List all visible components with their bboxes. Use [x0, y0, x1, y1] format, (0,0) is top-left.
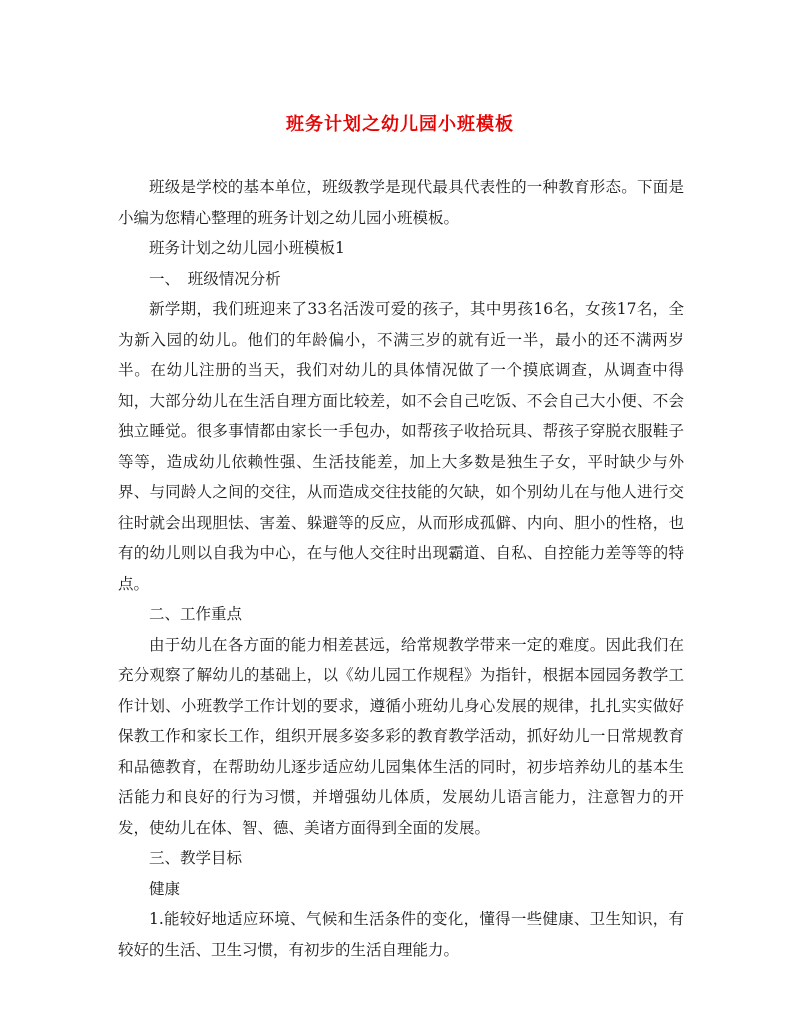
- document-body: [118, 172, 684, 965]
- section-heading-work-focus: 二、工作重点: [149, 605, 243, 623]
- class-analysis-paragraph: 新学期，我们班迎来了33名活泼可爱的孩子，其中男孩16名，女孩17名，全为新入园的幼儿。他们的年龄偏小，不满三岁的就有近一半，最小的还不满两岁半。在幼儿注册的当天，我们对幼儿的具体情况做了一个摸底调查，从调查中得知，大部分幼儿在生活自理方面比较差，如不会自己吃饭、不会自己大小便、不会独立睡觉。很多事情都由家长一手包办，如帮孩子收拾玩具、帮孩子穿脱衣服鞋子等等，造成幼儿依赖性强、生活技能差，加上大多数是独生子女，平时缺少与外界、与同龄人之间的交往，从而造成交往技能的欠缺，如个别幼儿在与他人进行交往时就会出现胆怯、害羞、躲避等的反应，从而形成孤僻、内向、胆小的性格，也有的幼儿则以自我为中心，在与他人交往时出现霸道、自私、自控能力差等等的特点。: [118, 300, 684, 593]
- section-heading-teaching-goals: 三、教学目标: [149, 849, 243, 867]
- section-heading-template-1: 班务计划之幼儿园小班模板1: [149, 239, 345, 257]
- health-goal-paragraph: 1.能较好地适应环境、气候和生活条件的变化，懂得一些健康、卫生知识，有较好的生活、卫生习惯，有初步的生活自理能力。: [118, 910, 684, 959]
- subheading-health: 健康: [149, 879, 181, 898]
- document-title: 班务计划之幼儿园小班模板: [286, 114, 514, 135]
- intro-paragraph: 班级是学校的基本单位，班级教学是现代最具代表性的一种教育形态。下面是小编为您精心整理的班务计划之幼儿园小班模板。: [118, 178, 684, 227]
- section-heading-class-analysis: 一、 班级情况分析: [149, 269, 281, 288]
- work-focus-paragraph: 由于幼儿在各方面的能力相差甚远，给常规教学带来一定的难度。因此我们在充分观察了解幼儿的基础上，以《幼儿园工作规程》为指针，根据本园园务教学工作计划、小班教学工作计划的要求，遵循小班幼儿身心发展的规律，扎扎实实做好保教工作和家长工作，组织开展多姿多彩的教育教学活动，抓好幼儿一日常规教育和品德教育，在帮助幼儿逐步适应幼儿园集体生活的同时，初步培养幼儿的基本生活能力和良好的行为习惯，并增强幼儿体质，发展幼儿语言能力，注意智力的开发，使幼儿在体、智、德、美诸方面得到全面的发展。: [118, 635, 684, 837]
